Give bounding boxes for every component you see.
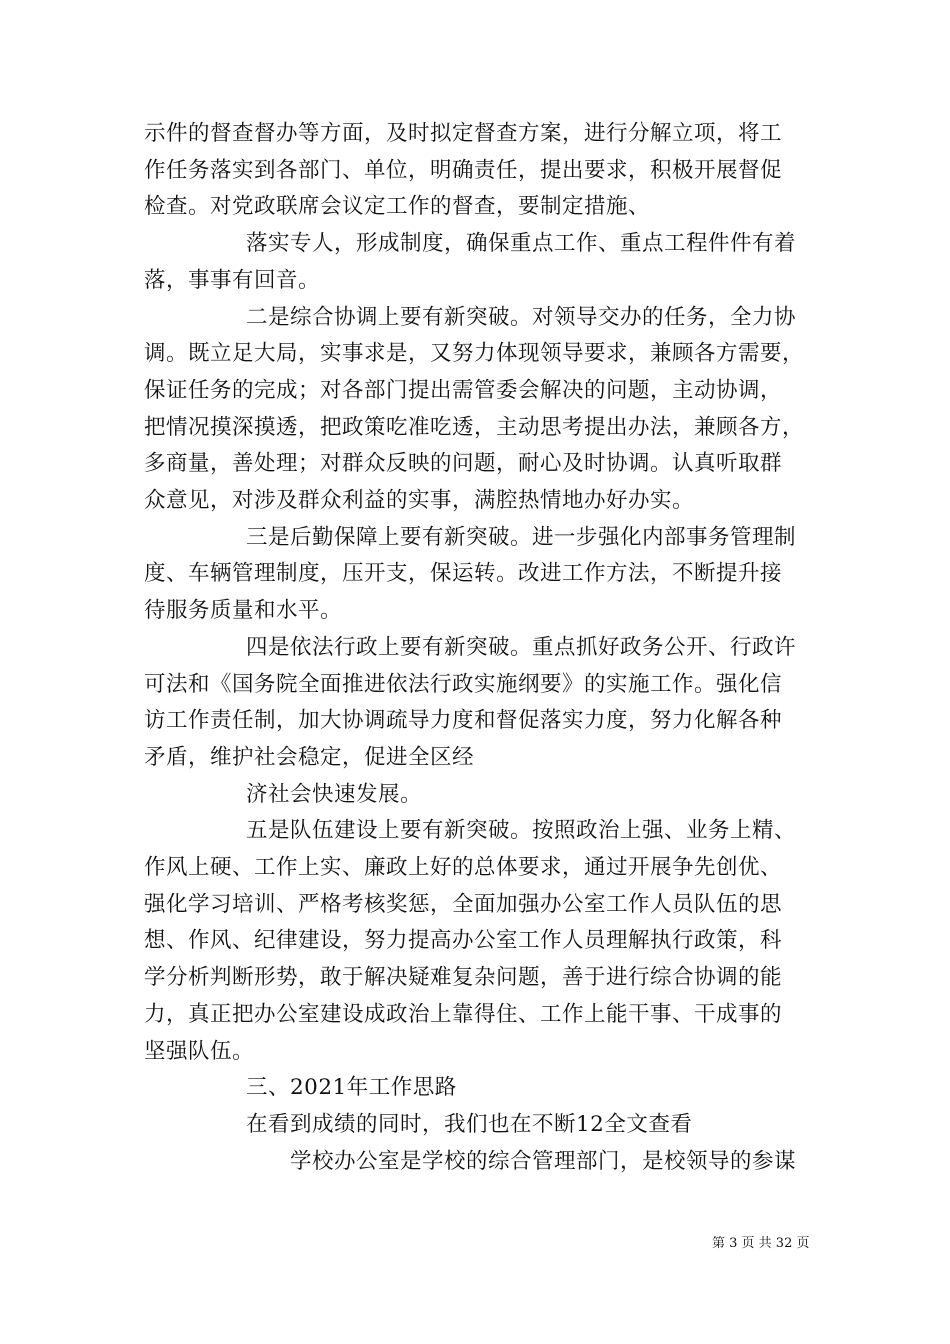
text-line: 三、2021年工作思路 [246,1075,457,1101]
text-line: 待服务质量和水平。 [144,598,343,624]
text-line: 多商量，善处理；对群众反映的问题，耐心及时协调。认真听取群 [144,451,783,477]
text-line: 访工作责任制，加大协调疏导力度和督促落实力度，努力化解各种 [144,708,783,734]
text-line: 保证任务的完成；对各部门提出需管委会解决的问题，主动协调， [144,377,783,403]
text-line: 作风上硬、工作上实、廉政上好的总体要求，通过开展争先创优、 [144,855,783,880]
text-line: 检查。对党政联席会议定工作的督查，要制定措施、 [144,194,651,220]
text-line: 把情况摸深摸透，把政策吃准吃透，主动思考提出办法，兼顾各方， [144,414,805,440]
page-number: 第 3 页 共 32 页 [712,1236,810,1251]
text-line: 可法和《国务院全面推进依法行政实施纲要》的实施工作。强化信 [144,671,783,697]
text-line: 落实专人，形成制度，确保重点工作、重点工程件件有着 [246,231,797,257]
text-line: 示件的督查督办等方面，及时拟定督查方案，进行分解立项，将工 [144,121,783,146]
text-line: 度、车辆管理制度，压开支，保运转。改进工作方法，不断提升接 [144,561,783,587]
text-line: 矛盾，维护社会稳定，促进全区经 [144,744,475,770]
text-line: 调。既立足大局，实事求是，又努力体现领导要求，兼顾各方需要， [144,341,805,367]
text-line: 济社会快速发展。 [246,781,423,807]
text-line: 学分析判断形势，敢于解决疑难复杂问题，善于进行综合协调的能 [144,965,783,991]
text-line: 五是队伍建设上要有新突破。按照政治上强、业务上精、 [246,818,797,844]
text-line: 学校办公室是学校的综合管理部门，是校领导的参谋 [290,1148,797,1174]
text-line: 想、作风、纪律建设，努力提高办公室工作人员理解执行政策，科 [144,928,783,954]
text-line: 作任务落实到各部门、单位，明确责任，提出要求，积极开展督促 [144,157,783,183]
text-line: 落，事事有回音。 [144,267,321,293]
text-line: 四是依法行政上要有新突破。重点抓好政务公开、行政许 [246,634,797,660]
text-line: 在看到成绩的同时，我们也在不断12全文查看 [246,1111,693,1137]
text-line: 力，真正把办公室建设成政治上靠得住、工作上能干事、干成事的 [144,1001,783,1027]
text-line: 二是综合协调上要有新突破。对领导交办的任务，全力协 [246,304,797,330]
text-line: 三是后勤保障上要有新突破。进一步强化内部事务管理制 [246,524,797,550]
text-line: 众意见，对涉及群众利益的实事，满腔热情地办好办实。 [144,488,695,513]
text-line: 强化学习培训、严格考核奖惩，全面加强办公室工作人员队伍的思 [144,891,783,917]
text-line: 坚强队伍。 [144,1038,255,1064]
